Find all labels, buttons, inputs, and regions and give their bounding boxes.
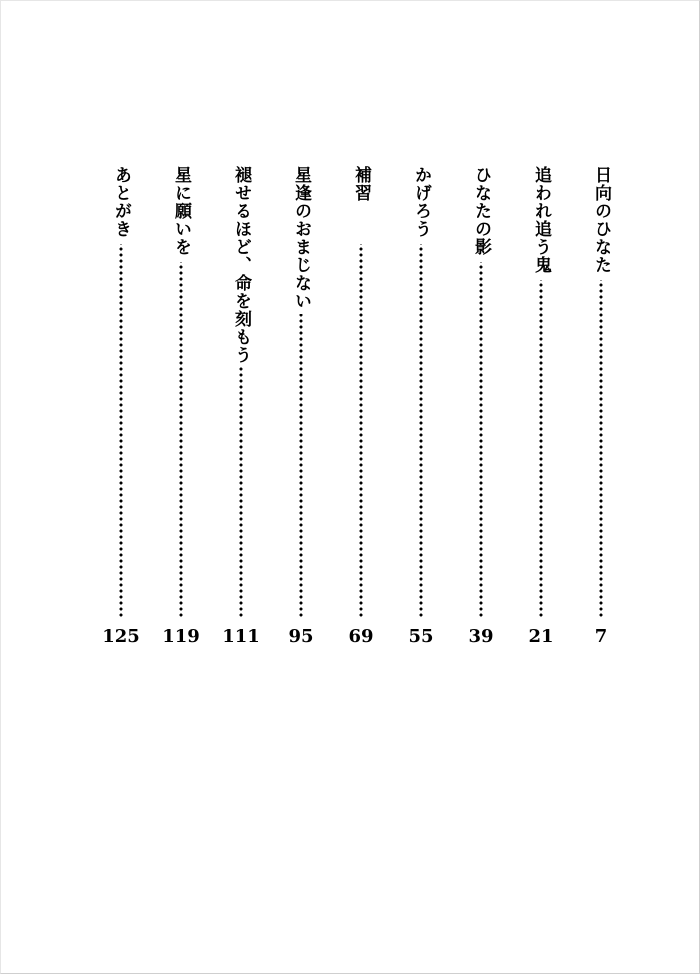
toc-entry <box>527 166 555 648</box>
toc-entry-page: 69 <box>348 626 374 647</box>
toc-entry-title: 星に願いを <box>171 166 191 256</box>
toc-entry-title: かげろう <box>411 166 431 238</box>
toc-entry <box>407 166 435 648</box>
dot-leader <box>599 280 603 618</box>
dot-leader <box>299 314 303 618</box>
toc-entry-page: 111 <box>222 626 260 647</box>
toc-entry-page: 95 <box>288 626 314 647</box>
toc-entry <box>222 166 260 648</box>
toc-entry-page: 21 <box>528 626 554 647</box>
toc-entry-page: 119 <box>162 626 200 647</box>
toc-entry-title: 星逢のおまじない <box>291 166 311 310</box>
toc-entry-page: 125 <box>102 626 140 647</box>
toc-entry <box>587 166 615 648</box>
toc-entry-title: 補習 <box>351 166 371 202</box>
toc-entry-title: ひなたの影 <box>471 166 491 256</box>
dot-leader <box>539 280 543 618</box>
toc-entry-page: 39 <box>468 626 494 647</box>
dot-leader <box>119 244 123 618</box>
toc-entry-title: 褪せるほど、命を刻もう <box>231 166 251 364</box>
toc-entry <box>162 166 200 648</box>
toc-entry <box>347 166 375 648</box>
toc-entry-title: あとがき <box>111 166 131 238</box>
toc-entry-title: 追われ追う鬼 <box>531 166 551 274</box>
toc-entry-title: 日向のひなた <box>591 166 611 274</box>
toc-entry <box>102 166 140 648</box>
toc-entry-page: 7 <box>594 626 608 647</box>
dot-leader <box>419 244 423 618</box>
dot-leader <box>479 262 483 618</box>
toc-entry-page: 55 <box>408 626 434 647</box>
dot-leader <box>239 366 243 618</box>
table-of-contents <box>1 1 700 975</box>
dot-leader <box>179 262 183 618</box>
toc-entry <box>467 166 495 648</box>
toc-entry <box>287 166 315 648</box>
dot-leader <box>359 244 363 618</box>
